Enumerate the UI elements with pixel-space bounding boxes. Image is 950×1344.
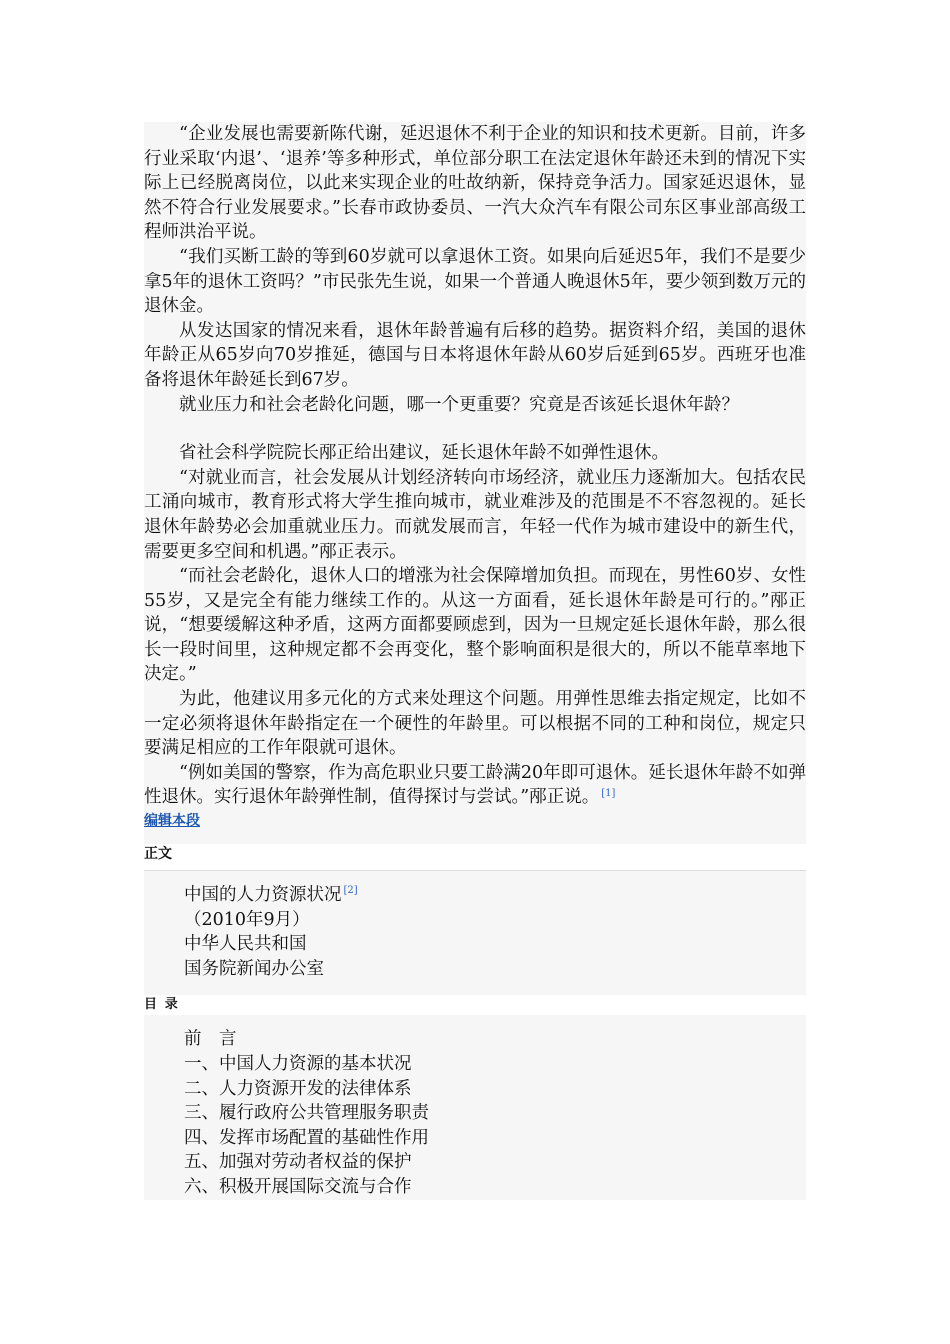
paragraph-8: 为此，他建议用多元化的方式来处理这个问题。用弹性思维去指定规定，比如不一定必须将退休年龄指定在一个硬性的年龄里。可以根据不同的工种和岗位，规定只要满足相应的工作年限就可退休。: [144, 689, 806, 759]
paragraph-gap: [144, 417, 806, 441]
section-title: 正文: [144, 844, 806, 871]
edit-section-link[interactable]: 编辑本段: [144, 813, 200, 830]
document-body: [144, 122, 806, 1200]
doc-office: 国务院新闻办公室: [184, 958, 324, 979]
paragraph-9-text: “例如美国的警察，作为高危职业只要工龄满20年即可退休。延长退休年龄不如弹性退休。实行退休年龄弹性制，值得探讨与尝试。”邴正说。: [144, 762, 806, 808]
toc-title: 目录: [144, 997, 186, 1013]
doc-date: （2010年9月）: [184, 909, 310, 930]
paragraph-2: “我们买断工龄的等到60岁就可以拿退休工资。如果向后延迟5年，我们不是要少拿5年的退休工资吗？”市民张先生说，如果一个普通人晚退休5年，要少领到数万元的退休金。: [144, 246, 806, 317]
doc-country: 中华人民共和国: [184, 934, 307, 955]
paragraph-1: “企业发展也需要新陈代谢，延迟退休不利于企业的知识和技术更新。目前，许多行业采取‘内退’、‘退养’等多种形式，单位部分职工在法定退休年龄还未到的情况下实际上已经脱离岗位，以此来实现企业的吐故纳新，保持竞争活力。国家延迟退休，显然不符合行业发展要求。”长春市政协委员、一汽大众汽车有限公司东区事业部高级工程师洪治平说。: [144, 124, 806, 243]
paragraph-4: 就业压力和社会老龄化问题，哪一个更重要？究竟是否该延长退休年龄？: [179, 394, 739, 415]
paragraph-6: “对就业而言，社会发展从计划经济转向市场经济，就业压力逐渐加大。包括农民工涌向城市，教育形式将大学生推向城市，就业难涉及的范围是不不容忽视的。延长退休年龄势必会加重就业压力。而就发展而言，年轻一代作为城市建设中的新生代，需要更多空间和机遇。”邴正表示。: [144, 467, 806, 562]
paragraph-9: [144, 761, 806, 810]
reference-link-1[interactable]: [1]: [601, 787, 616, 799]
toc-item[interactable]: 六、积极开展国际交流与合作: [184, 1176, 412, 1197]
toc-item[interactable]: 三、履行政府公共管理服务职责: [184, 1103, 429, 1124]
toc-item[interactable]: 前 言: [184, 1029, 237, 1050]
paragraph-3: 从发达国家的情况来看，退休年龄普遍有后移的趋势。据资料介绍，美国的退休年龄正从65岁向70岁推延，德国与日本将退休年龄从60岁后延到65岁。西班牙也准备将退休年龄延长到67岁。: [144, 320, 806, 390]
toc-item[interactable]: 二、人力资源开发的法律体系: [184, 1078, 412, 1099]
doc-title: [144, 883, 806, 908]
doc-title-text: 中国的人力资源状况: [184, 885, 342, 906]
main-text-section: [144, 844, 806, 871]
reference-link-2[interactable]: [2]: [343, 885, 358, 897]
table-of-contents: [144, 1027, 806, 1199]
spacer: [144, 871, 806, 883]
paragraph-5: 省社会科学院院长邴正给出建议，延长退休年龄不如弹性退休。: [179, 443, 669, 464]
toc-header-area: [144, 995, 806, 1015]
toc-item[interactable]: 一、中国人力资源的基本状况: [184, 1054, 412, 1074]
toc-item[interactable]: 五、加强对劳动者权益的保护: [184, 1152, 412, 1173]
paragraph-7: “而社会老龄化，退休人口的增涨为社会保障增加负担。而现在，男性60岁、女性55岁，又是完全有能力继续工作的。从这一方面看，延长退休年龄是可行的。”邴正说，“想要缓解这种矛盾，这两方面都要顾虑到，因为一旦规定延长退休年龄，那么很长一段时间里，这种规定都不会再变化，整个影响面积是很大的，所以不能草率地下决定。”: [144, 566, 806, 685]
toc-item[interactable]: 四、发挥市场配置的基础性作用: [184, 1127, 429, 1148]
